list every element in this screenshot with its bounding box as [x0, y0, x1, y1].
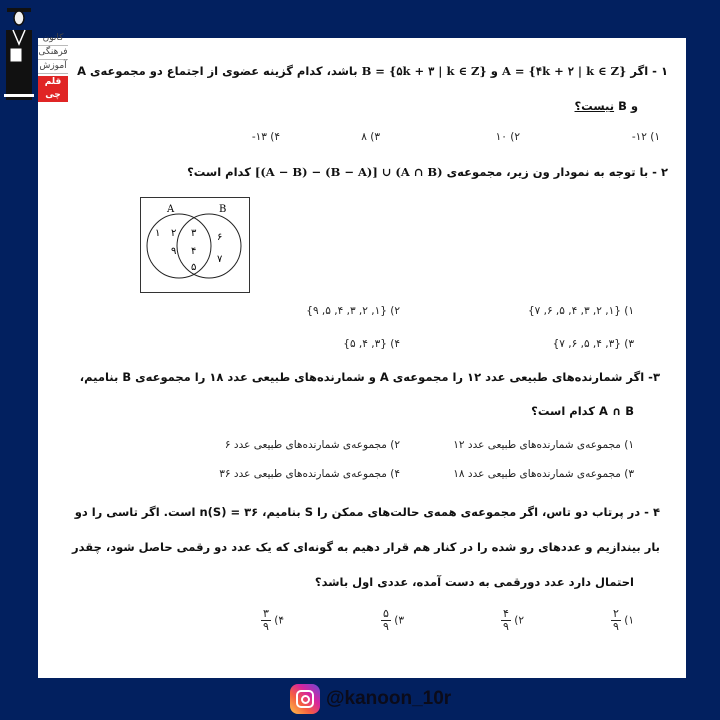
fraction [381, 608, 391, 633]
q1-suffix: باشد، کدام گزینه عضوی از اجتماع دو مجموعه‌ی A [77, 64, 358, 78]
venn-element: ۲ [171, 228, 177, 239]
q1-option-1[interactable]: ۱) ۱۲- [631, 131, 660, 143]
fraction-denominator: ۹ [382, 620, 389, 633]
q1-prefix: ۱ - اگر [630, 64, 668, 78]
q2-option-4[interactable]: ۴) {۳, ۴, ۵} [343, 338, 400, 350]
instagram-footer[interactable] [290, 683, 451, 715]
logo-line-kanoon: کانون [38, 32, 68, 46]
question-3-line-1: ۳- اگر شمارنده‌های طبیعی عدد ۱۲ را مجموعه‌ی A و شمارنده‌های طبیعی عدد ۱۸ را مجموعه‌ی B بنامیم، [79, 370, 660, 384]
q2-option-3[interactable]: ۳) {۳, ۴, ۵, ۶, ۷} [552, 338, 634, 350]
fraction-numerator: ۵ [382, 607, 389, 620]
fraction-denominator: ۹ [262, 620, 269, 633]
q4-option-2[interactable] [501, 608, 524, 633]
option-label: ۴) [274, 614, 284, 627]
q4-option-3[interactable] [381, 608, 404, 633]
q4-option-4[interactable] [261, 608, 284, 633]
question-2-text [187, 165, 668, 179]
fraction [501, 608, 511, 633]
option-label: ۳) [394, 614, 404, 627]
q1-and: و [490, 64, 498, 78]
logo-line-amoozesh: آموزش [38, 60, 68, 74]
q2-expression: [(A − B) − (B − A)] ∪ (A ∩ B) [254, 165, 443, 179]
venn-element: ۷ [217, 254, 223, 265]
venn-element: ۶ [217, 232, 223, 243]
q3-option-3[interactable]: ۳) مجموعه‌ی شمارنده‌های طبیعی عدد ۱۸ [453, 468, 634, 480]
logo-text [38, 32, 68, 102]
graduate-figure-icon [4, 4, 34, 100]
venn-diagram [140, 197, 250, 293]
fraction-numerator: ۴ [502, 607, 509, 620]
question-1-line-2 [575, 99, 639, 113]
question-4-line-1: ۴ - در پرتاب دو تاس، اگر مجموعه‌ی همه‌ی حالت‌های ممکن را S بنامیم، n(S) = ۳۶ است. اگر تاسی را دو [74, 505, 660, 519]
venn-element: ۱ [155, 228, 161, 239]
q2-option-2[interactable]: ۲) {۱, ۲, ۳, ۴, ۵, ۹} [306, 305, 400, 317]
q3-option-1[interactable]: ۱) مجموعه‌ی شمارنده‌های طبیعی عدد ۱۲ [453, 439, 634, 451]
venn-circles [141, 198, 249, 292]
venn-element: ۳ [191, 228, 197, 239]
logo-line-farhangi: فرهنگی [38, 46, 68, 60]
q1-option-3[interactable]: ۳) ۸ [361, 131, 380, 143]
q1-option-2[interactable]: ۲) ۱۰ [495, 131, 520, 143]
q1-set-b: B = {۵k + ۳ | k ∈ Z} [361, 64, 487, 78]
venn-element: ۵ [191, 262, 197, 273]
fraction-denominator: ۹ [612, 620, 619, 633]
q1-set-a: A = {۴k + ۲ | k ∈ Z} [501, 64, 627, 78]
option-label: ۲) [514, 614, 524, 627]
q4-option-1[interactable] [611, 608, 634, 633]
venn-element: ۴ [191, 246, 197, 257]
option-label: ۱) [624, 614, 634, 627]
q2-suffix: کدام است؟ [187, 165, 251, 179]
q3-option-2[interactable]: ۲) مجموعه‌ی شمارنده‌های طبیعی عدد ۶ [224, 439, 400, 451]
q1-underlined-word: نیست؟ [574, 99, 615, 113]
venn-label-a: A [167, 204, 175, 215]
venn-element: ۹ [171, 246, 177, 257]
fraction-numerator: ۳ [262, 607, 269, 620]
venn-label-b: B [219, 204, 227, 215]
fraction [611, 608, 621, 633]
fraction-numerator: ۲ [612, 607, 619, 620]
question-1-line-1 [77, 64, 668, 78]
q1-line2-prefix: و B [618, 99, 638, 113]
q3-option-4[interactable]: ۴) مجموعه‌ی شمارنده‌های طبیعی عدد ۳۶ [219, 468, 400, 480]
question-3-line-2: A ∩ B کدام است؟ [531, 404, 634, 418]
fraction-denominator: ۹ [502, 620, 509, 633]
q2-option-1[interactable]: ۱) {۱, ۲, ۳, ۴, ۵, ۶, ۷} [527, 305, 634, 317]
question-4-line-2: بار بیندازیم و عددهای رو شده را در کنار هم قرار دهیم به گونه‌ای که یک عدد دو رقمی حاصل شود، چقدر [72, 540, 660, 554]
q2-prefix: ۲ - با توجه به نمودار ون زیر، مجموعه‌ی [446, 165, 668, 179]
logo-line-ghalamchi: قلم چی [38, 76, 68, 102]
fraction [261, 608, 271, 633]
q1-option-4[interactable]: ۴) ۱۳- [251, 131, 280, 143]
question-4-line-3: احتمال دارد عدد دورقمی به دست آمده، عددی اول باشد؟ [314, 575, 634, 589]
kanoon-logo [0, 0, 70, 104]
instagram-icon [290, 684, 320, 714]
instagram-handle[interactable]: @kanoon_10r [326, 688, 452, 709]
